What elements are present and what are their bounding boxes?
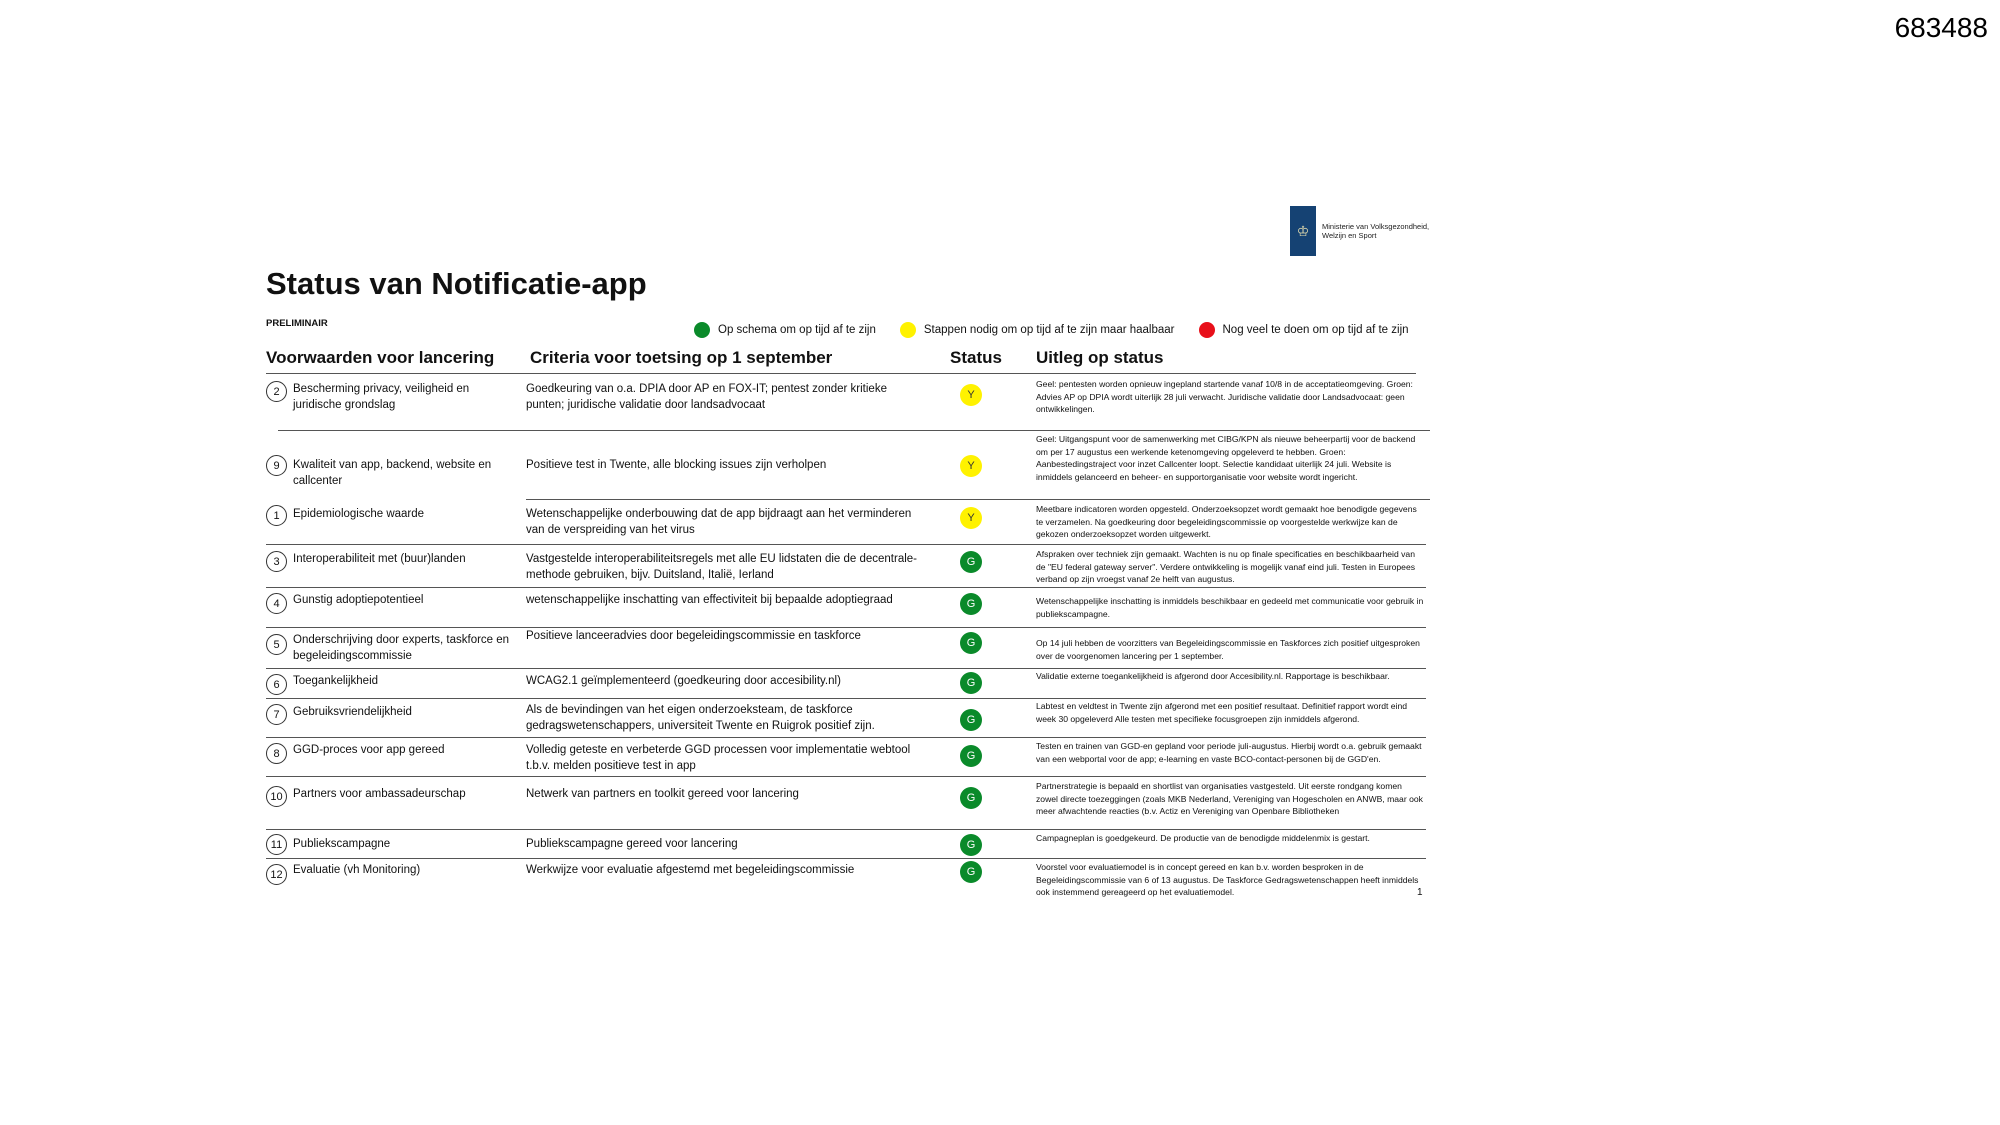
table-row <box>266 503 1430 543</box>
condition-cell: Onderschrijving door experts, taskforce en begeleidingscommissie <box>293 634 510 662</box>
table-row <box>266 548 1430 586</box>
status-badge: Y <box>960 384 982 406</box>
condition-cell: Publiekscampagne <box>293 838 391 850</box>
criteria-cell: Volledig geteste en verbeterde GGD processen voor implementatie webtool t.b.v. melden positieve test in app <box>526 744 911 772</box>
legend-item <box>1199 322 1409 338</box>
row-number: 5 <box>266 634 287 655</box>
legend-item <box>694 322 876 338</box>
status-badge: G <box>960 593 982 615</box>
status-badge: G <box>960 745 982 767</box>
table-row <box>266 740 1430 776</box>
explanation-cell: Op 14 juli hebben de voorzitters van Begeleidingscommissie en Taskforces zich positief uitgesproken over de voorgenomen lancering per 1 september. <box>1036 638 1420 661</box>
column-header-criteria: Criteria voor toetsing op 1 september <box>530 348 833 367</box>
status-badge: G <box>960 632 982 654</box>
table-row <box>266 433 1430 499</box>
explanation-cell: Testen en trainen van GGD-en gepland voor periode juli-augustus. Hierbij wordt o.a. gebruik gemaakt van een webportal voor de app; e-learning en vaste BCO-contact-personen bij de GGD'en. <box>1036 741 1422 764</box>
row-number: 4 <box>266 593 287 614</box>
row-number: 3 <box>266 551 287 572</box>
rijksoverheid-crest-icon: ♔ <box>1290 206 1316 256</box>
explanation-cell: Wetenschappelijke inschatting is inmiddels beschikbaar en gedeeld met communicatie voor gebruik in publiekscampagne. <box>1036 596 1424 619</box>
row-divider <box>266 776 1426 777</box>
document-number: 683488 <box>1894 12 1988 43</box>
status-badge: Y <box>960 507 982 529</box>
table-row <box>266 780 1430 829</box>
row-divider <box>266 698 1426 699</box>
status-badge: G <box>960 672 982 694</box>
row-divider <box>526 499 1430 500</box>
page-number: 1 <box>1417 887 1423 898</box>
explanation-cell: Campagneplan is goedgekeurd. De productie van de benodigde middelenmix is gestart. <box>1036 833 1370 843</box>
condition-cell: GGD-proces voor app gereed <box>293 744 445 756</box>
row-divider <box>266 668 1426 669</box>
explanation-cell: Partnerstrategie is bepaald en shortlist van organisaties vastgesteld. Uit eerste rondgang komen zowel directe toezeggingen (zoals MKB Nederland, Vereniging van Hogescholen en ANWB, maar ook meer afwachtende reacties (b.v. Actiz en Vereniging van Openbare Bibliotheken <box>1036 781 1423 817</box>
row-divider <box>266 737 1426 738</box>
condition-cell: Kwaliteit van app, backend, website en callcenter <box>293 459 492 487</box>
ministry-name: Ministerie van Volksgezondheid, Welzijn en Sport <box>1322 222 1430 240</box>
criteria-cell: Publiekscampagne gereed voor lancering <box>526 838 738 850</box>
legend-label: Nog veel te doen om op tijd af te zijn <box>1222 324 1409 336</box>
explanation-cell: Afspraken over techniek zijn gemaakt. Wachten is nu op finale specificaties en beschikbaarheid van de "EU federal gateway server". Verdere ontwikkeling is mogelijk vanaf eind juli. Testen in Europees verband op zijn vroegst vanaf 2e helft van augustus. <box>1036 549 1416 585</box>
explanation-cell: Geel: Uitgangspunt voor de samenwerking met CIBG/KPN als nieuwe beheerpartij voor de backend om per 17 augustus een werkende ketenomgeving opgeleverd te hebben. Groen: Aanbestedingstraject voor inzet Callcenter loopt. Selectie kandidaat uiterlijk 24 juli. Website is inmiddels gelanceerd en beheer- en supportorganisatie voor website wordt ingericht. <box>1036 434 1416 482</box>
header-divider <box>266 373 1416 374</box>
legend-item <box>900 322 1175 338</box>
row-number: 7 <box>266 704 287 725</box>
status-legend <box>694 322 1433 338</box>
condition-cell: Partners voor ambassadeurschap <box>293 788 466 800</box>
page-title: Status van Notificatie-app <box>266 266 647 301</box>
condition-cell: Toegankelijkheid <box>293 675 379 687</box>
column-header-conditions: Voorwaarden voor lancering <box>266 348 495 367</box>
legend-label: Stappen nodig om op tijd af te zijn maar haalbaar <box>923 324 1175 336</box>
condition-cell: Evaluatie (vh Monitoring) <box>293 864 421 876</box>
criteria-cell: Werkwijze voor evaluatie afgestemd met begeleidingscommissie <box>526 864 855 876</box>
status-badge: Y <box>960 455 982 477</box>
row-number: 8 <box>266 743 287 764</box>
column-header-status: Status <box>950 348 1002 367</box>
ministry-logo <box>1290 206 1432 256</box>
table-row <box>266 378 1430 430</box>
row-number: 10 <box>266 786 287 807</box>
status-badge: G <box>960 551 982 573</box>
condition-cell: Epidemiologische waarde <box>293 508 425 520</box>
legend-label: Op schema om op tijd af te zijn <box>718 324 876 336</box>
status-badge: G <box>960 787 982 809</box>
condition-cell: Gebruiksvriendelijkheid <box>293 706 412 718</box>
criteria-cell: Positieve test in Twente, alle blocking issues zijn verholpen <box>526 459 827 471</box>
table-row <box>266 672 1430 698</box>
row-number: 2 <box>266 381 287 402</box>
condition-cell: Gunstig adoptiepotentieel <box>293 594 424 606</box>
criteria-cell: wetenschappelijke inschatting van effectiviteit bij bepaalde adoptiegraad <box>526 594 893 606</box>
explanation-cell: Geel: pentesten worden opnieuw ingepland startende vanaf 10/8 in de acceptatieomgeving. Groen: Advies AP op DPIA wordt uiterlijk 28 juli verwacht. Juridische validatie door Landsadvocaat: geen ontwikkelingen. <box>1036 379 1413 415</box>
condition-cell: Interoperabiliteit met (buur)landen <box>293 553 466 565</box>
condition-cell: Bescherming privacy, veiligheid en juridische grondslag <box>293 383 470 411</box>
table-row <box>266 632 1430 669</box>
criteria-cell: Vastgestelde interoperabiliteitsregels met alle EU lidstaten die de decentrale-methode gebruiken, bijv. Duitsland, Italië, Ierland <box>526 553 918 581</box>
criteria-cell: Wetenschappelijke onderbouwing dat de app bijdraagt aan het verminderen van de verspreiding van het virus <box>526 508 912 536</box>
criteria-cell: Als de bevindingen van het eigen onderzoeksteam, de taskforce gedragswetenschappers, universiteit Twente en Ruigrok positief zijn. <box>526 704 875 732</box>
row-number: 9 <box>266 455 287 476</box>
criteria-cell: WCAG2.1 geïmplementeerd (goedkeuring door accesibility.nl) <box>526 675 841 687</box>
explanation-cell: Voorstel voor evaluatiemodel is in concept gereed en kan b.v. worden besproken in de Begeleidingscommissie van 6 of 13 augustus. De Taskforce Gedragswetenschappen heeft inmiddels ook instemmend gereageerd op het evaluatiemodel. <box>1036 862 1419 898</box>
table-row <box>266 590 1430 626</box>
explanation-cell: Meetbare indicatoren worden opgesteld. Onderzoeksopzet wordt gemaakt hoe benodigde gegevens te verzamelen. Na goedkeuring door begeleidingscommissie op voorgestelde werkwijze kan de gekozen onderzoeksopzet worden uitgewerkt. <box>1036 504 1417 540</box>
row-number: 12 <box>266 864 287 885</box>
row-divider <box>266 829 1426 830</box>
row-divider <box>266 587 1426 588</box>
legend-dot-icon <box>1199 322 1215 338</box>
table-row <box>266 832 1430 858</box>
table-row <box>266 702 1430 737</box>
row-number: 11 <box>266 834 287 855</box>
explanation-cell: Labtest en veldtest in Twente zijn afgerond met een positief resultaat. Definitief rapport wordt eind week 30 opgeleverd Alle testen met specifieke focusgroepen zijn inmiddels afgerond. <box>1036 701 1408 724</box>
legend-dot-icon <box>900 322 916 338</box>
criteria-cell: Netwerk van partners en toolkit gereed voor lancering <box>526 788 799 800</box>
preliminary-label: PRELIMINAIR <box>266 318 328 329</box>
row-divider <box>266 858 1426 859</box>
row-divider <box>278 430 1430 431</box>
status-badge: G <box>960 834 982 856</box>
criteria-cell: Positieve lanceeradvies door begeleidingscommissie en taskforce <box>526 630 861 642</box>
legend-dot-icon <box>694 322 710 338</box>
criteria-cell: Goedkeuring van o.a. DPIA door AP en FOX-IT; pentest zonder kritieke punten; juridische validatie door landsadvocaat <box>526 383 887 411</box>
status-badge: G <box>960 861 982 883</box>
table-row <box>266 861 1430 903</box>
status-badge: G <box>960 709 982 731</box>
explanation-cell: Validatie externe toegankelijkheid is afgerond door Accesibility.nl. Rapportage is beschikbaar. <box>1036 671 1390 681</box>
column-header-explanation: Uitleg op status <box>1036 348 1164 367</box>
row-number: 6 <box>266 674 287 695</box>
row-number: 1 <box>266 505 287 526</box>
row-divider <box>266 544 1426 545</box>
